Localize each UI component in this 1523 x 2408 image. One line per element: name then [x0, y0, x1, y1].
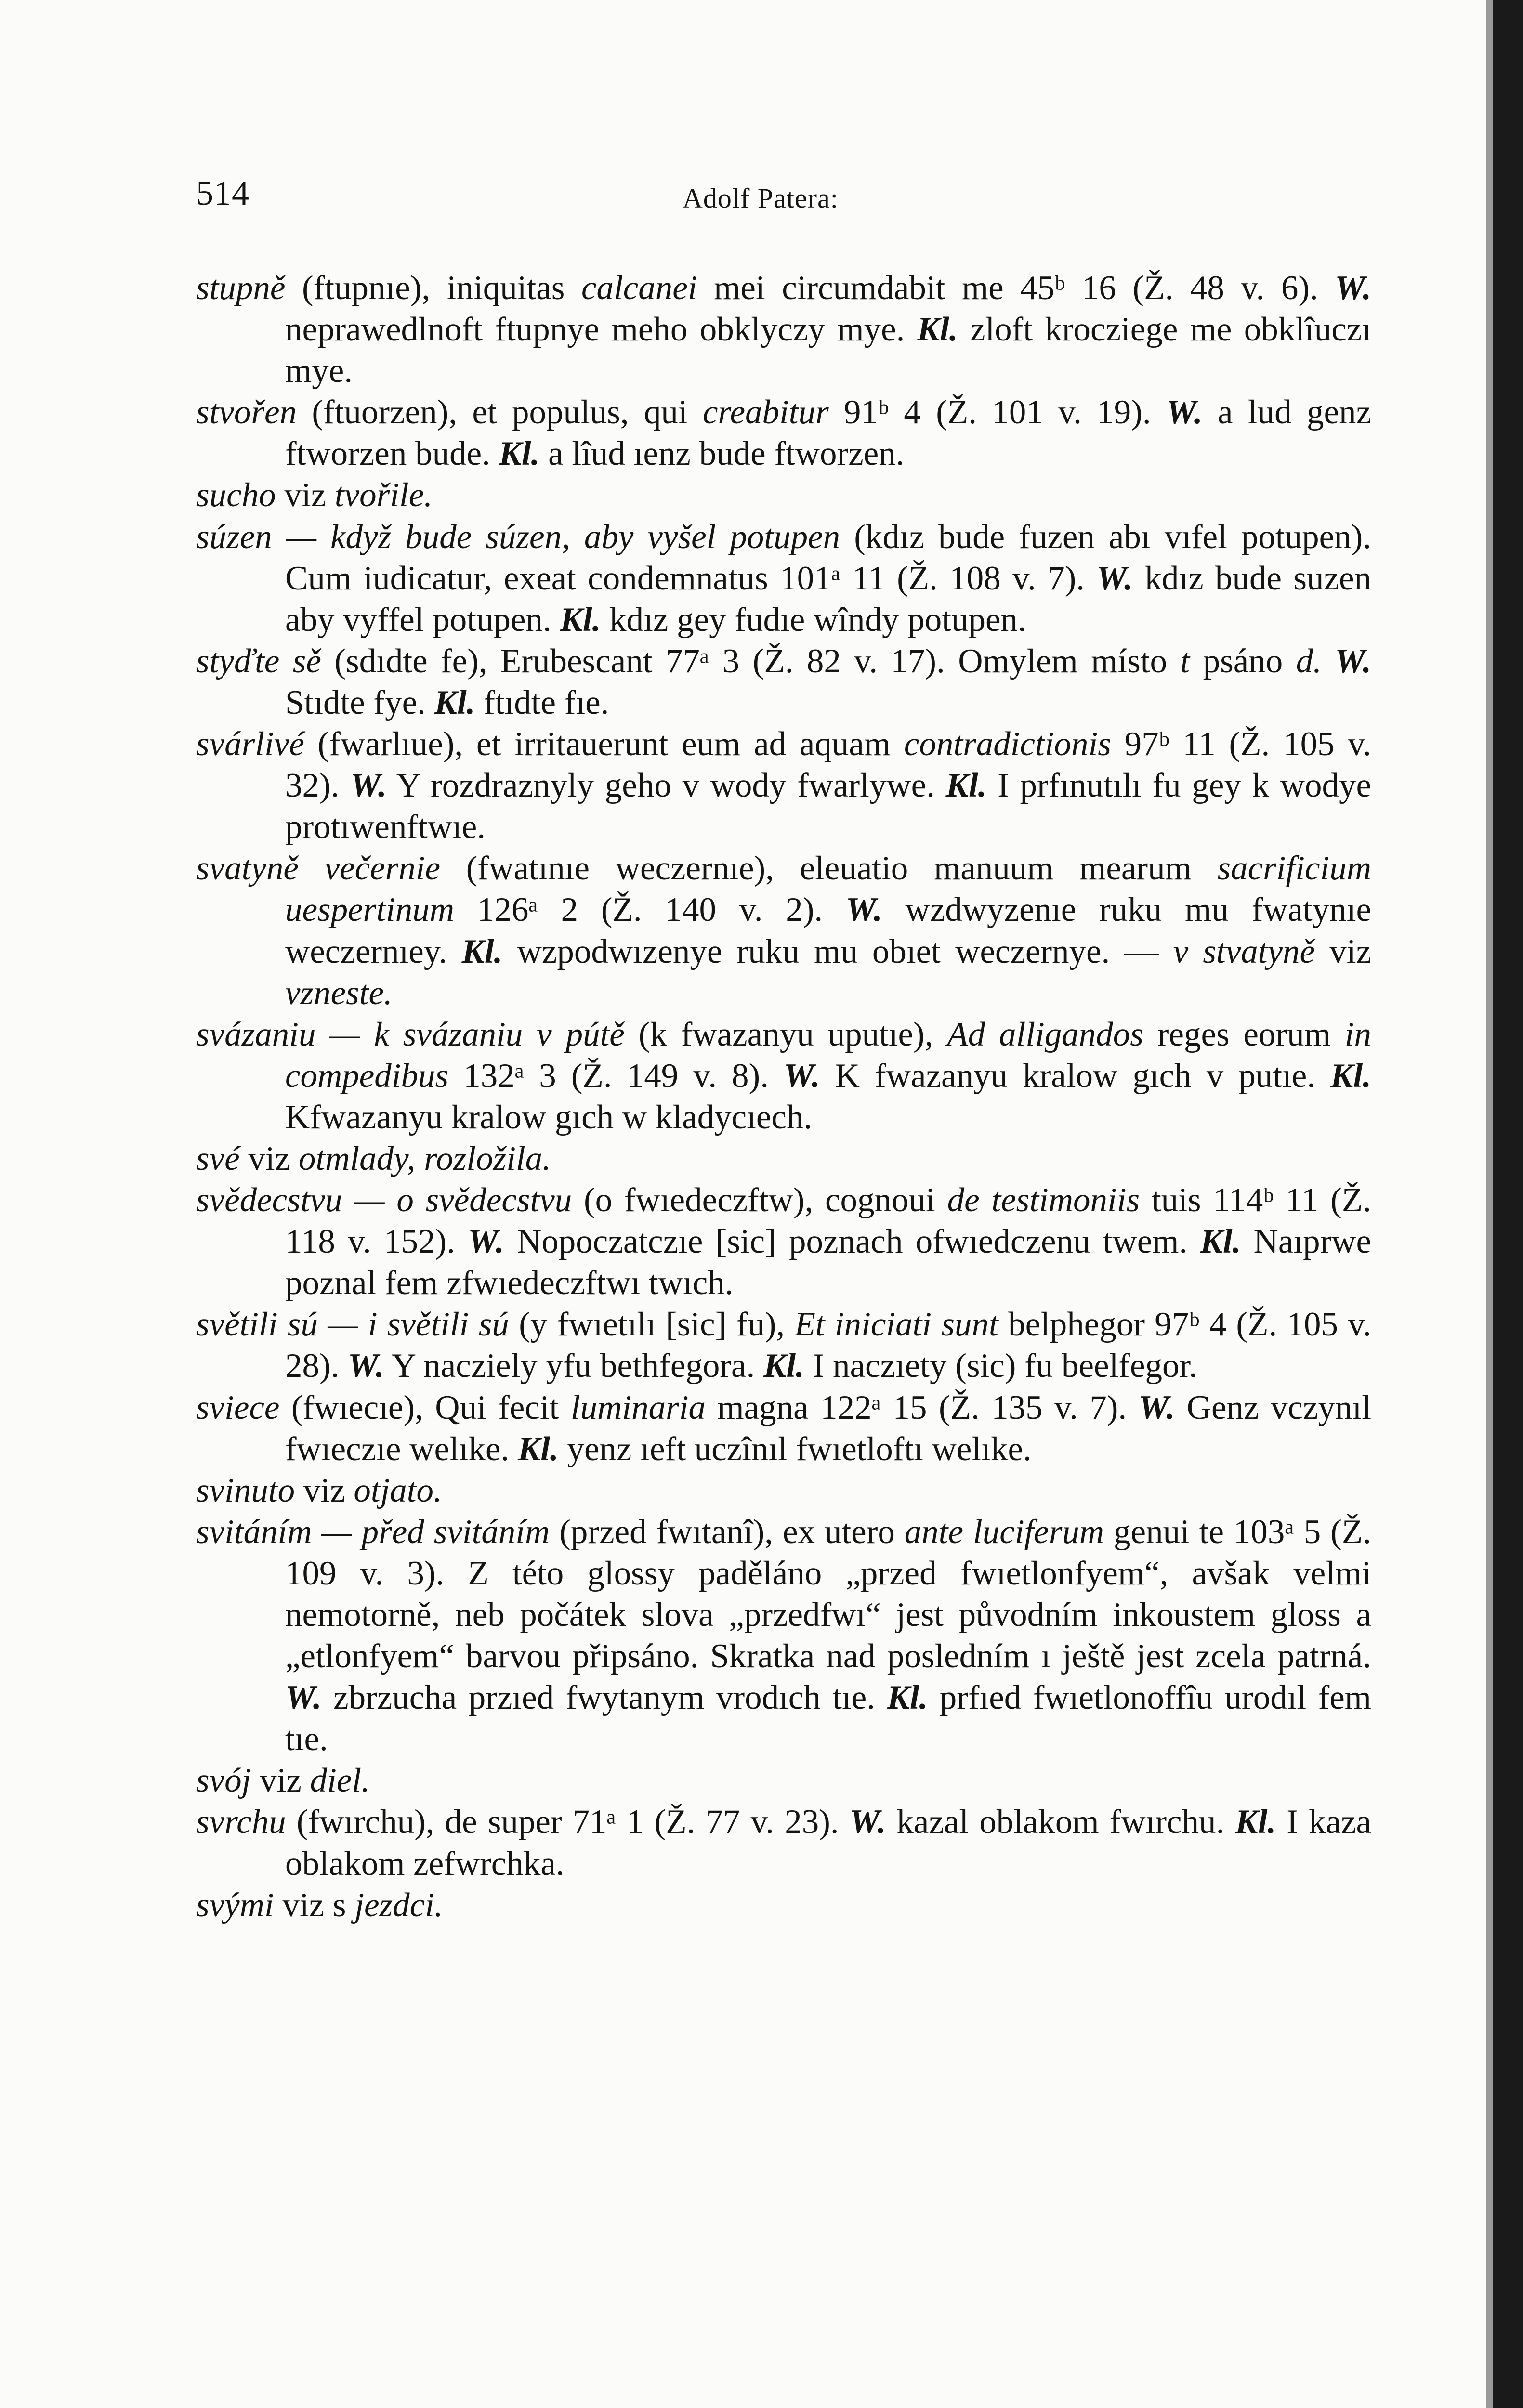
entry-text: (fwarlıue), et irritauerunt eum ad aquam	[304, 725, 904, 763]
latin-emphasis: ante luciferum	[904, 1513, 1104, 1551]
latin-emphasis: Et iniciati sunt	[794, 1306, 998, 1344]
latin-emphasis: t	[1180, 642, 1190, 680]
entry-svoj	[196, 1760, 1371, 1801]
entry-text: (kdız bude fuzen abı vıfel potupen). Cum iudicatur, exeat condemnatus 101ᵃ 11 (Ž. 108 v. 7).	[285, 518, 1372, 597]
entry-text: belphegor 97ᵇ 4 (Ž. 105 v. 28).	[285, 1306, 1371, 1385]
headword: styďte sě	[196, 642, 321, 680]
latin-emphasis: luminaria	[570, 1388, 706, 1426]
latin-emphasis: de testimoniis	[947, 1181, 1140, 1219]
headword: súzen — když bude súzen, aby vyšel potupen	[196, 518, 840, 556]
entry-svitanim	[196, 1511, 1371, 1760]
source-w: W.	[849, 1803, 886, 1841]
entry-text: a lud genz ftworzen bude.	[285, 393, 1372, 473]
entry-text: Y rozdraznyly geho v wody fwarlywe.	[386, 767, 946, 805]
source-kl: Kl.	[517, 1430, 559, 1468]
source-kl: Kl.	[499, 435, 540, 473]
source-w: W.	[784, 1057, 820, 1095]
source-w: W.	[468, 1223, 504, 1261]
entry-text: viz	[251, 1762, 310, 1800]
entry-text: reges eorum	[1143, 1015, 1345, 1053]
entry-text: (fwırchu), de super 71ᵃ 1 (Ž. 77 v. 23).	[286, 1803, 850, 1841]
entry-text: (y fwıetılı [sic] fu),	[509, 1306, 795, 1344]
headword: svinuto	[196, 1471, 295, 1509]
entry-text: (sdıdte fe), Erubescant 77ᵃ 3 (Ž. 82 v. 17). Omylem místo	[321, 642, 1181, 680]
source-w: W.	[350, 767, 387, 805]
entry-svarlive	[196, 723, 1371, 848]
entry-text: viz	[276, 476, 335, 514]
entry-svinuto	[196, 1470, 1371, 1511]
entry-text: neprawedlnoft ftupnye meho obklyczy mye.	[285, 311, 917, 349]
source-w: W.	[285, 1679, 322, 1717]
page-edge-shadow	[1493, 0, 1523, 2408]
entry-text: 126ᵃ 2 (Ž. 140 v. 2).	[454, 891, 846, 929]
entry-text: (przed fwıtanî), ex utero	[550, 1513, 905, 1551]
entry-text: zbrzucha przıed fwytanym vrodıch tıe.	[321, 1679, 887, 1717]
entry-text: tuis 114ᵇ 11 (Ž. 118 v. 152).	[285, 1181, 1371, 1261]
entry-sucho	[196, 474, 1371, 516]
source-kl: Kl.	[1235, 1803, 1276, 1841]
page-number: 514	[196, 174, 249, 212]
entry-text: 91ᵇ 4 (Ž. 101 v. 19).	[828, 393, 1166, 432]
entry-text: (fwatınıe weczernıe), eleuatio manuum mearum	[440, 850, 1218, 888]
headword: svatyně večernie	[196, 850, 441, 888]
source-w: W.	[348, 1347, 384, 1385]
headword: světili sú — i světili sú	[196, 1306, 509, 1344]
entry-text: prfıed fwıetlonoffîu urodıl fem tıe.	[285, 1679, 1371, 1758]
source-kl: Kl.	[560, 601, 601, 639]
latin-emphasis: calcanei	[581, 269, 697, 307]
entry-text: 132ᵃ 3 (Ž. 149 v. 8).	[448, 1057, 784, 1095]
cross-reference: otmlady, rozložila.	[298, 1139, 551, 1178]
entry-text: kdız bude suzen aby vyffel potupen.	[285, 559, 1371, 639]
entry-text: Genz vczynıl fwıeczıe welıke.	[285, 1388, 1371, 1468]
headword: svázaniu — k svázaniu v pútě	[196, 1015, 625, 1053]
source-kl: Kl.	[945, 767, 987, 805]
entry-text: I prfınutılı fu gey k wodye protıwenftwıe.	[285, 767, 1371, 846]
entry-text: kdız gey fudıe wîndy potupen.	[601, 601, 1026, 639]
headword: svrchu	[196, 1803, 286, 1841]
headword: svědecstvu — o svědecstvu	[196, 1181, 572, 1219]
entry-text: wzdwyzenıe ruku mu fwatynıe weczernıey.	[285, 891, 1371, 970]
source-kl: Kl.	[1200, 1223, 1241, 1261]
latin-emphasis: d.	[1296, 642, 1322, 680]
cross-reference: vzneste.	[285, 974, 393, 1012]
entry-sviece	[196, 1387, 1371, 1470]
entry-svatyne-vecernie	[196, 848, 1371, 1013]
cross-reference: v stvatyně	[1173, 932, 1315, 970]
entry-text: kazal oblakom fwırchu.	[886, 1803, 1235, 1841]
entry-text: ftıdte fıe.	[475, 683, 609, 721]
entry-svymi	[196, 1885, 1371, 1926]
page-header	[196, 173, 1400, 231]
source-kl: Kl.	[434, 683, 475, 721]
source-kl: Kl.	[1330, 1057, 1371, 1095]
headword: svými	[196, 1886, 274, 1924]
entry-text: (ftupnıe), iniquitas	[285, 269, 581, 307]
latin-emphasis: creabitur	[703, 393, 829, 432]
entry-text: genui te 103ᵃ 5 (Ž. 109 v. 3). Z této glossy paděláno „przed fwıetlonfyem“, avšak velmi nemotorně, neb počátek slova „przedfwı“ jest původním inkoustem gloss a „etlonfyem“ barvou připsáno. Skratka nad posledním ı ještě jest zcela patrná.	[285, 1513, 1372, 1675]
headword: sucho	[196, 476, 276, 514]
headword: svój	[196, 1762, 251, 1800]
entry-sve	[196, 1138, 1371, 1179]
headword: své	[196, 1139, 240, 1178]
source-w: W.	[1335, 269, 1371, 307]
entry-svrchu	[196, 1801, 1371, 1884]
entry-text: magna 122ᵃ 15 (Ž. 135 v. 7).	[705, 1388, 1139, 1426]
entry-text: Naıprwe poznal fem zfwıedeczftwı twıch.	[285, 1223, 1372, 1302]
headword: svitáním — před svitáním	[196, 1513, 550, 1551]
source-kl: Kl.	[763, 1347, 804, 1385]
entry-text: psáno	[1190, 642, 1296, 680]
entry-text	[1322, 642, 1335, 680]
cross-reference: diel.	[310, 1762, 370, 1800]
entry-text: (fwıecıe), Qui fecit	[279, 1388, 571, 1426]
entry-text: a lîud ıenz bude ftworzen.	[539, 435, 905, 473]
source-kl: Kl.	[917, 311, 958, 349]
entry-text: I naczıety (sic) fu beelfegor.	[804, 1347, 1197, 1385]
entry-text: viz	[1315, 932, 1371, 970]
entry-stupne	[196, 267, 1371, 392]
latin-emphasis: in compedibus	[285, 1015, 1371, 1095]
source-w: W.	[1335, 642, 1372, 680]
headword: svárlivé	[196, 725, 304, 763]
running-title: Adolf Patera:	[683, 183, 839, 214]
glossary-entries	[196, 267, 1371, 1926]
entry-text: 97ᵇ 11 (Ž. 105 v. 32).	[285, 725, 1371, 805]
entry-text: wzpodwızenye ruku mu obıet weczernye. —	[502, 932, 1173, 970]
entry-text: viz s	[274, 1886, 355, 1924]
source-w: W.	[1096, 559, 1133, 597]
entry-stydte-se	[196, 641, 1371, 723]
headword: stvořen	[196, 393, 297, 432]
entry-stvoren	[196, 392, 1371, 474]
entry-text: Nopoczatczıe [sic] poznach ofwıedczenu twem.	[504, 1223, 1200, 1261]
headword: sviece	[196, 1388, 280, 1426]
entry-text: Stıdte fye.	[285, 683, 434, 721]
entry-text: K fwazanyu kralow gıch v putıe.	[820, 1057, 1331, 1095]
entry-text: (ftuorzen), et populus, qui	[297, 393, 703, 432]
latin-emphasis: contradictionis	[904, 725, 1111, 763]
entry-suzen	[196, 516, 1371, 641]
source-kl: Kl.	[461, 932, 503, 970]
entry-svedecstvu	[196, 1179, 1371, 1304]
entry-text: viz	[295, 1471, 354, 1509]
latin-emphasis: Ad alligandos	[947, 1015, 1143, 1053]
entry-text: (k fwazanyu uputıe),	[624, 1015, 947, 1053]
cross-reference: otjato.	[354, 1471, 442, 1509]
source-w: W.	[1166, 393, 1203, 432]
entry-text: (o fwıedeczftw), cognoui	[572, 1181, 947, 1219]
entry-text: viz	[239, 1139, 299, 1178]
entry-text: I kaza oblakom zefwrchka.	[285, 1803, 1372, 1883]
entry-text: Y nacziely yfu bethfegora.	[384, 1347, 763, 1385]
entry-svazaniu	[196, 1014, 1371, 1138]
source-w: W.	[845, 891, 882, 929]
headword: stupně	[196, 269, 286, 307]
cross-reference: tvořile.	[334, 476, 433, 514]
cross-reference: jezdci.	[354, 1886, 443, 1924]
entry-text: mei circumdabit me 45ᵇ 16 (Ž. 48 v. 6).	[697, 269, 1335, 307]
latin-emphasis: sacrificium uespertinum	[285, 850, 1371, 929]
source-w: W.	[1138, 1388, 1175, 1426]
entry-svetili-su	[196, 1304, 1371, 1387]
entry-text: Kfwazanyu kralow gıch w kladycıech.	[285, 1098, 813, 1136]
source-kl: Kl.	[887, 1679, 928, 1717]
entry-text: yenz ıeft uczînıl fwıetloftı welıke.	[558, 1430, 1032, 1468]
entry-text: zloft krocziege me obklîuczı mye.	[285, 311, 1371, 390]
